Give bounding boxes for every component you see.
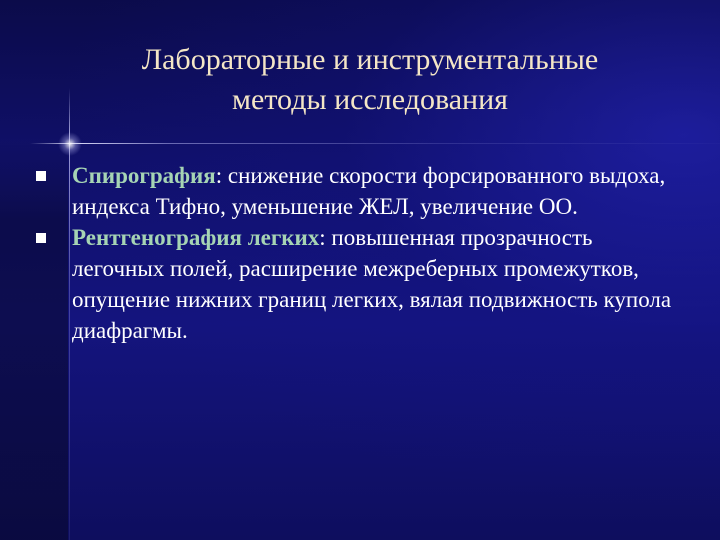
bullet-item-radiography: [36, 222, 676, 346]
title-line-2: методы исследования: [232, 83, 508, 116]
title-line-1: Лабораторные и инструментальные: [141, 43, 599, 76]
square-bullet-icon: [36, 171, 46, 181]
bullet-list: [36, 160, 676, 346]
bullet-term: Спирография: [72, 163, 216, 188]
bullet-item-spirography: [36, 160, 676, 222]
square-bullet-icon: [36, 233, 46, 243]
horizontal-decorative-line: [30, 143, 720, 144]
bullet-text: : снижение скорости форсированного выдоха, индекса Тифно, уменьшение ЖЕЛ, увеличение ОО.: [72, 163, 666, 219]
bullet-text: : повышенная прозрачность легочных полей, расширение межреберных промежутков, опущение нижних границ легких, вялая подвижность купола диафрагмы.: [72, 225, 672, 343]
line-intersection-glint: [58, 132, 82, 156]
slide-title: [40, 40, 700, 120]
bullet-term: Рентгенография легких: [72, 225, 320, 250]
